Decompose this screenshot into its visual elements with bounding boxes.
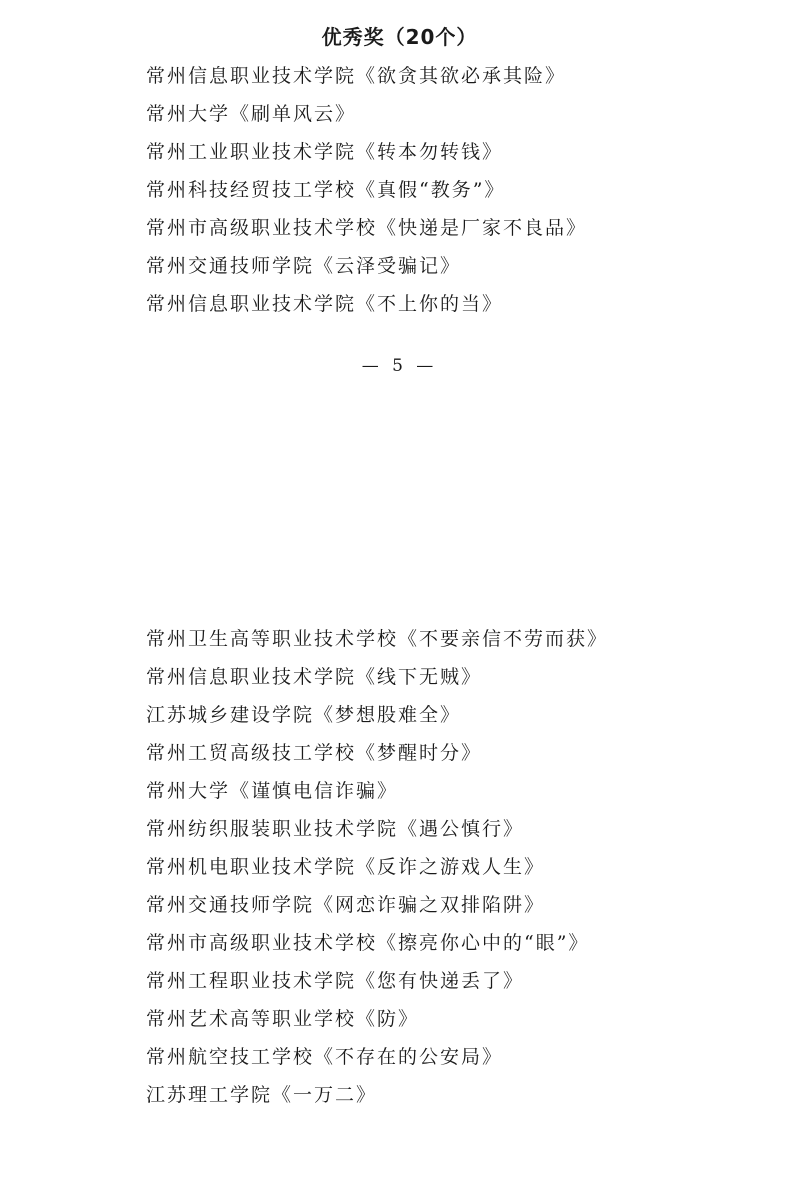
- award-list-top: [146, 57, 587, 323]
- award-entry: 常州卫生高等职业技术学校《不要亲信不劳而获》: [146, 628, 609, 650]
- award-entry: 常州市高级职业技术学校《快递是厂家不良品》: [146, 217, 588, 239]
- page-number: — 5 —: [361, 356, 438, 376]
- award-entry: 常州交通技师学院《云泽受骗记》: [146, 255, 462, 277]
- section-title: 优秀奖（20个）: [321, 25, 478, 49]
- award-entry: 常州科技经贸技工学校《真假“教务”》: [146, 179, 506, 201]
- award-entry: 常州市高级职业技术学校《擦亮你心中的“眼”》: [146, 932, 590, 954]
- award-entry: 常州大学《谨慎电信诈骗》: [146, 780, 399, 802]
- award-entry: 江苏理工学院《一万二》: [146, 1084, 378, 1106]
- award-list-bottom: [146, 620, 608, 1114]
- award-entry: 常州信息职业技术学院《线下无贼》: [146, 666, 483, 688]
- award-entry: 常州纺织服装职业技术学院《遇公慎行》: [146, 818, 525, 840]
- award-entry: 常州大学《刷单风云》: [146, 103, 357, 125]
- award-entry: 常州工贸高级技工学校《梦醒时分》: [146, 742, 483, 764]
- award-entry: 常州工业职业技术学院《转本勿转钱》: [146, 141, 504, 163]
- award-entry: 常州航空技工学校《不存在的公安局》: [146, 1046, 504, 1068]
- award-entry: 常州工程职业技术学院《您有快递丢了》: [146, 970, 525, 992]
- award-entry: 常州交通技师学院《网恋诈骗之双排陷阱》: [146, 894, 546, 916]
- award-entry: 常州信息职业技术学院《欲贪其欲必承其险》: [146, 65, 567, 87]
- award-entry: 江苏城乡建设学院《梦想股难全》: [146, 704, 462, 726]
- award-entry: 常州艺术高等职业学校《防》: [146, 1008, 420, 1030]
- award-entry: 常州信息职业技术学院《不上你的当》: [146, 293, 504, 315]
- award-entry: 常州机电职业技术学院《反诈之游戏人生》: [146, 856, 546, 878]
